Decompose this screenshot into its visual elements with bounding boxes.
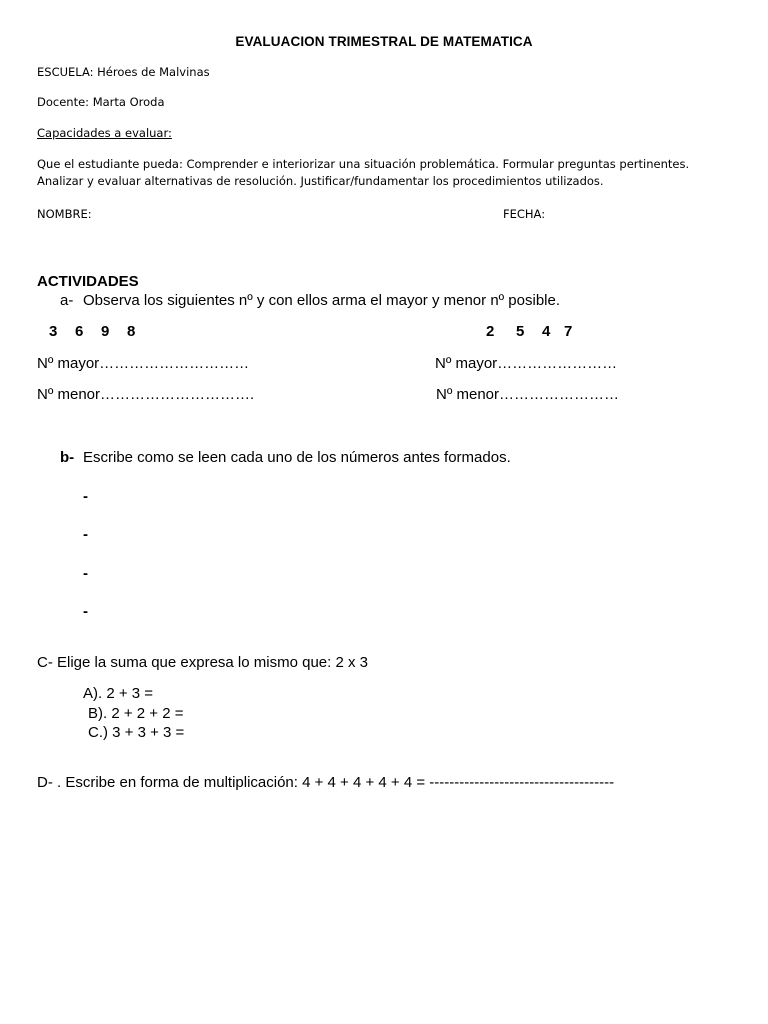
menor-answer-line-left[interactable]: Nº menor…………………………. (37, 386, 255, 403)
digit-set-2-item: 5 (516, 323, 525, 340)
capacities-text-line-1: Que el estudiante pueda: Comprender e interiorizar una situación problemática. Formular preguntas pertinentes. (37, 157, 690, 171)
digit-set-1-item: 9 (101, 323, 110, 340)
activity-a-marker: a- (60, 292, 74, 309)
answer-dash: - (83, 526, 88, 543)
activity-b-instruction: Escribe como se leen cada uno de los números antes formados. (83, 449, 511, 466)
capacities-text-line-2: Analizar y evaluar alternativas de resolución. Justificar/fundamentar los procedimientos utilizados. (37, 174, 604, 188)
activities-heading: ACTIVIDADES (37, 273, 139, 290)
answer-dash: - (83, 603, 88, 620)
mayor-answer-line-left[interactable]: Nº mayor………………………… (37, 355, 250, 372)
menor-answer-line-right[interactable]: Nº menor…………………… (436, 386, 619, 403)
date-label: FECHA: (503, 207, 546, 221)
digit-set-2-item: 4 (542, 323, 551, 340)
digit-set-2-item: 7 (564, 323, 573, 340)
digit-set-2-item: 2 (486, 323, 495, 340)
school-line: ESCUELA: Héroes de Malvinas (37, 65, 210, 79)
activity-d-instruction[interactable]: D- . Escribe en forma de multiplicación: 4 + 4 + 4 + 4 + 4 = ------------------------------------- (37, 774, 615, 791)
option-b[interactable]: B). 2 + 2 + 2 = (88, 705, 184, 722)
option-a[interactable]: A). 2 + 3 = (83, 685, 154, 702)
name-label: NOMBRE: (37, 207, 92, 221)
digit-set-1-item: 8 (127, 323, 136, 340)
activity-a-instruction: Observa los siguientes nº y con ellos arma el mayor y menor nº posible. (83, 292, 561, 309)
activity-c-instruction: C- Elige la suma que expresa lo mismo que: 2 x 3 (37, 654, 368, 671)
activity-b-marker: b- (60, 449, 75, 466)
page-title: EVALUACION TRIMESTRAL DE MATEMATICA (235, 34, 533, 49)
capacities-label: Capacidades a evaluar: (37, 126, 172, 140)
answer-dash: - (83, 565, 88, 582)
teacher-line: Docente: Marta Oroda (37, 95, 165, 109)
digit-set-1-item: 3 (49, 323, 58, 340)
mayor-answer-line-right[interactable]: Nº mayor…………………… (435, 355, 618, 372)
option-c[interactable]: C.) 3 + 3 + 3 = (88, 724, 185, 741)
answer-dash: - (83, 488, 88, 505)
digit-set-1-item: 6 (75, 323, 84, 340)
